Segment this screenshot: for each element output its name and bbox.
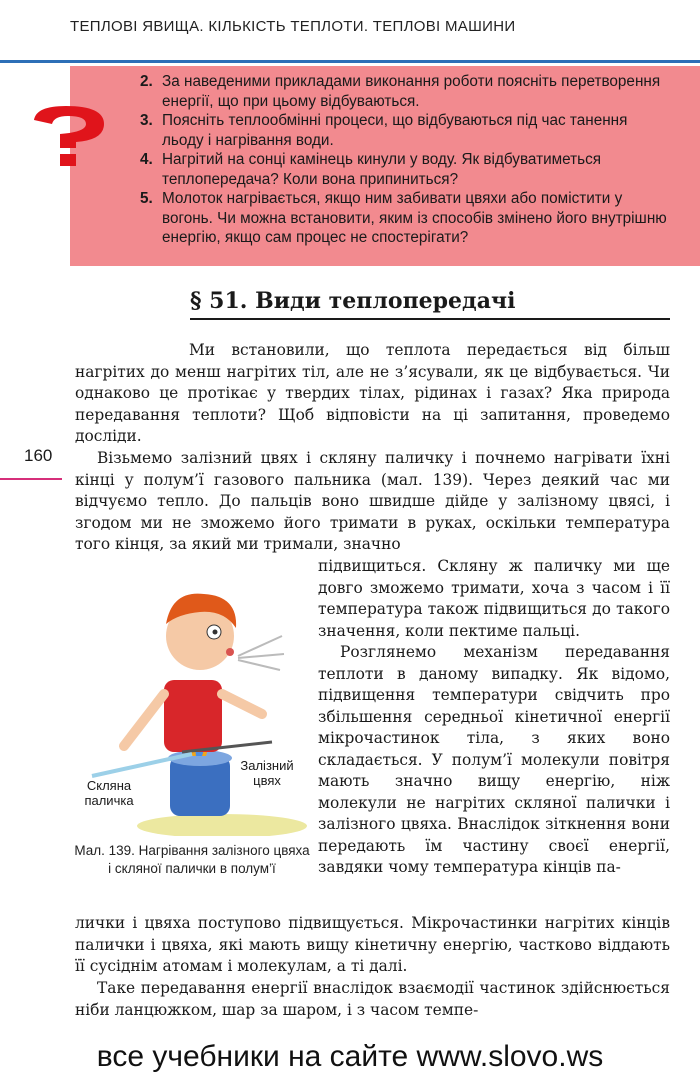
section-title: § 51. Види теплопередачі xyxy=(190,288,670,320)
header-rule xyxy=(0,60,700,63)
question-number: 5. xyxy=(140,190,153,207)
figure-caption: Мал. 139. Нагрівання залізного цвяха і скляної палички в полум’ї xyxy=(74,843,310,876)
paragraph-mechanism: Розглянемо механізм передавання теплоти в даному випадку. Як відомо, підвищення температури свідчить про збільшення середньої кінетичної енергії мікрочастинок тіла, з яких воно складається. У полум’ї молекули повітря мають значно вищу енергію, ніж молекули не нагрітих скляної палички і залізного цвяха. Внаслідок зіткнення вони передають їм частину своєї енергії, завдяки чому температура кінців па- xyxy=(318,643,670,876)
question-mark-icon xyxy=(26,102,116,172)
paragraph-experiment: Візьмемо залізний цвях і скляну паличку і почнемо нагрівати їхні кінці у полум’ї газового пальника (мал. 139). Через деякий час ми відчуємо тепло. До пальців воно швидше дійде у залізному цвясі, і згодом ми не зможемо його тримати в руках, оскільки температура того кінця, за який ми тримали, значно xyxy=(75,449,670,553)
question-item xyxy=(140,189,670,248)
question-text: Нагрітий на сонці камінець кинули у воду. Як відбуватиметься теплопередача? Коли вона припиниться? xyxy=(162,151,602,188)
question-text: За наведеними прикладами виконання роботи поясніть перетворення енергії, що при цьому відбуваються. xyxy=(162,73,661,110)
question-text: Молоток нагрівається, якщо ним забивати цвяхи або помістити у вогонь. Чи можна встановити, яким із способів змінено його внутрішню енергію, якщо сам процес не спостерігати? xyxy=(162,190,667,246)
paragraph-intro: Ми встановили, що теплота передається від більш нагрітих до менш нагрітих тіл, але не з’ясували, як це відбувається. Чи однаково це протікає у твердих тілах, рідинах і газах? Яка природа передавання теплоти? Щоб відповісти на ці запитання, проведемо досліди. xyxy=(75,341,670,445)
question-number: 2. xyxy=(140,73,153,90)
question-number: 3. xyxy=(140,112,153,129)
page-number: 160 xyxy=(24,446,53,465)
label-glass-rod: Скляна паличка xyxy=(84,778,134,808)
paragraph-mechanism-cont: лички і цвяха поступово підвищується. Мікрочастинки нагрітих кінців палички і цвяха, які мають вищу кінетичну енергію, частково віддають її сусіднім атомам і молекулам, а ті далі. xyxy=(75,914,670,975)
question-item xyxy=(140,72,670,111)
footer-watermark-text: все учебники на сайте www.slovo.ws xyxy=(96,1040,604,1073)
question-text: Поясніть теплообмінні процеси, що відбуваються під час танення льоду і нагрівання води. xyxy=(162,112,628,149)
label-iron-nail: Залізний цвях xyxy=(240,758,294,788)
running-header: ТЕПЛОВІ ЯВИЩА. КІЛЬКІСТЬ ТЕПЛОТИ. ТЕПЛОВІ МАШИНИ xyxy=(70,18,516,35)
page-number-rule xyxy=(0,478,62,480)
question-item xyxy=(140,150,670,189)
questions-list xyxy=(140,72,670,248)
question-number: 4. xyxy=(140,151,153,168)
paragraph-chain: Таке передавання енергії внаслідок взаємодії частинок здійснюється ніби ланцюжком, шар за шаром, і з часом темпе- xyxy=(75,979,670,1019)
question-item xyxy=(140,111,670,150)
paragraph-experiment-cont: підвищиться. Скляну ж паличку ми ще довго зможемо тримати, хоча з часом і її температура також підвищиться до такого значення, коли пектиме пальці. xyxy=(318,557,670,640)
